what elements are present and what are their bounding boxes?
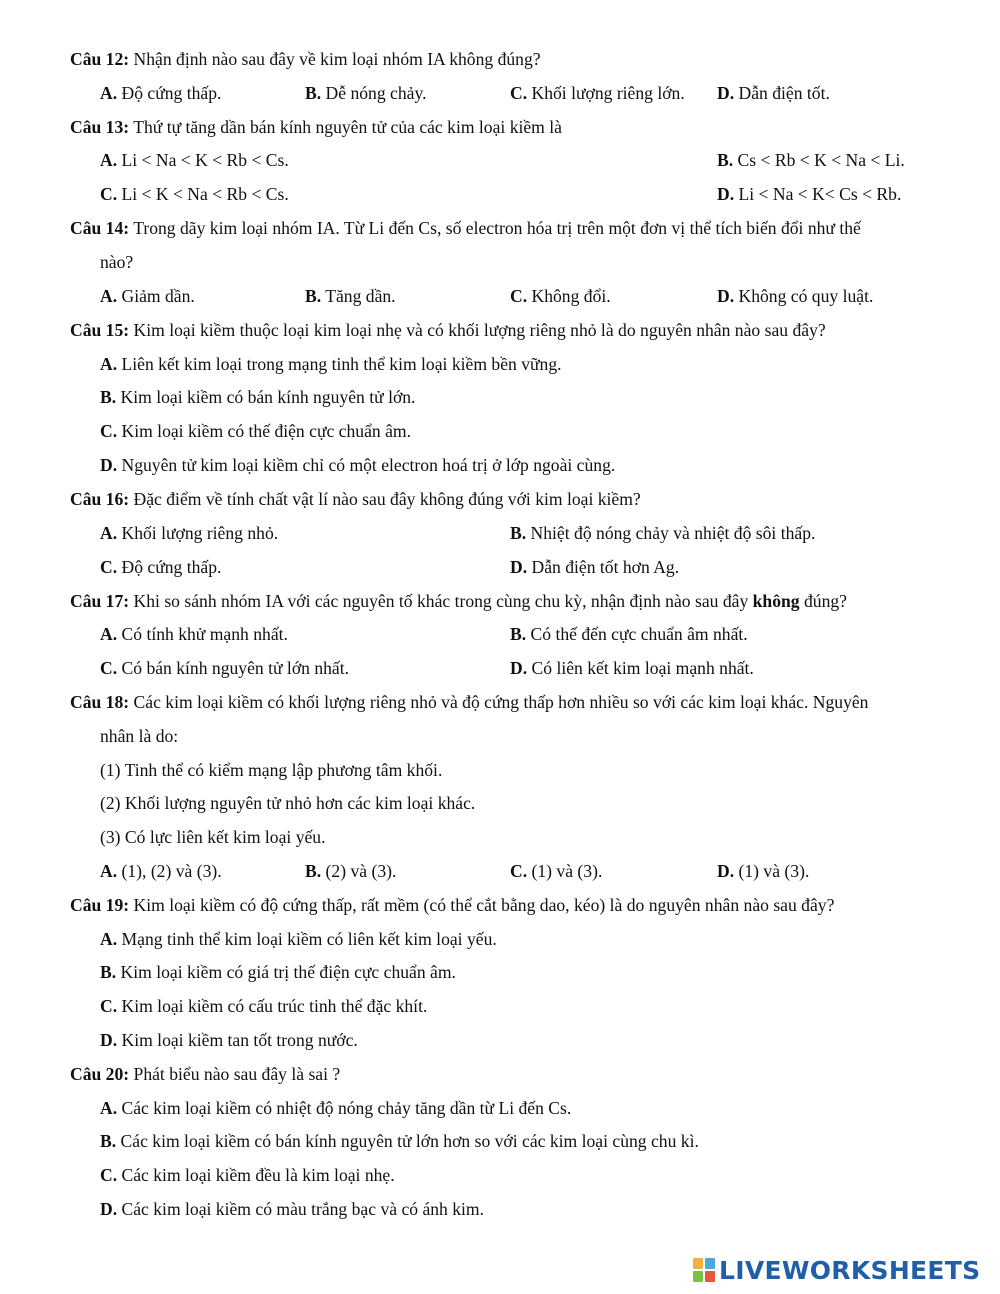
option-d[interactable]: D. Có liên kết kim loại mạnh nhất.	[510, 658, 754, 678]
icon-square-4	[705, 1271, 715, 1282]
question-19: Câu 19: Kim loại kiềm có độ cứng thấp, rất mềm (có thể cắt bằng dao, kéo) là do nguyên nhân nào sau đây?	[70, 895, 835, 915]
option-b[interactable]: B. Kim loại kiềm có bán kính nguyên tử lớn.	[100, 387, 416, 407]
option-c[interactable]: C. Li < K < Na < Rb < Cs.	[100, 184, 289, 204]
option-a[interactable]: A. Liên kết kim loại trong mạng tinh thể kim loại kiềm bền vững.	[100, 354, 562, 374]
liveworksheets-logo	[693, 1255, 980, 1285]
icon-square-1	[693, 1258, 703, 1269]
option-a[interactable]: A. Khối lượng riêng nhỏ.	[100, 523, 279, 543]
icon-square-3	[693, 1271, 703, 1282]
question-17: Câu 17: Khi so sánh nhóm IA với các nguyên tố khác trong cùng chu kỳ, nhận định nào sau đây không đúng?	[70, 591, 847, 611]
option-c[interactable]: C. Kim loại kiềm có cấu trúc tinh thể đặc khít.	[100, 996, 428, 1016]
option-c[interactable]: C. Có bán kính nguyên tử lớn nhất.	[100, 658, 350, 678]
statement-3: (3) Có lực liên kết kim loại yếu.	[100, 827, 326, 847]
question-14-continued: nào?	[100, 252, 134, 272]
option-c[interactable]: C. Độ cứng thấp.	[100, 557, 222, 577]
question-20: Câu 20: Phát biểu nào sau đây là sai ?	[70, 1064, 341, 1084]
option-b[interactable]: B. Có thế đến cực chuẩn âm nhất.	[510, 624, 748, 644]
option-d[interactable]: D. Nguyên tử kim loại kiềm chỉ có một electron hoá trị ở lớp ngoài cùng.	[100, 455, 616, 475]
question-18: Câu 18: Các kim loại kiềm có khối lượng riêng nhỏ và độ cứng thấp hơn nhiều so với các kim loại khác. Nguyên	[70, 692, 869, 712]
question-13: Câu 13: Thứ tự tăng dần bán kính nguyên tử của các kim loại kiềm là	[70, 117, 562, 137]
icon-square-2	[705, 1258, 715, 1269]
option-b[interactable]: B. (2) và (3).	[305, 861, 397, 881]
option-d[interactable]: D. Dẫn điện tốt.	[717, 83, 830, 103]
option-c[interactable]: C. Kim loại kiềm có thế điện cực chuẩn âm.	[100, 421, 411, 441]
option-d[interactable]: D. Li < Na < K< Cs < Rb.	[717, 184, 902, 204]
option-d[interactable]: D. Các kim loại kiềm có màu trắng bạc và có ánh kim.	[100, 1199, 485, 1219]
statement-2: (2) Khối lượng nguyên tử nhỏ hơn các kim loại khác.	[100, 793, 476, 813]
option-b[interactable]: B. Dễ nóng chảy.	[305, 83, 427, 103]
option-b[interactable]: B. Các kim loại kiềm có bán kính nguyên tử lớn hơn so với các kim loại cùng chu kì.	[100, 1131, 699, 1151]
option-a[interactable]: A. Các kim loại kiềm có nhiệt độ nóng chảy tăng dần từ Li đến Cs.	[100, 1098, 572, 1118]
option-a[interactable]: A. Có tính khử mạnh nhất.	[100, 624, 288, 644]
liveworksheets-icon	[693, 1258, 715, 1282]
option-c[interactable]: C. Không đổi.	[510, 286, 611, 306]
option-d[interactable]: D. Dẫn điện tốt hơn Ag.	[510, 557, 680, 577]
option-b[interactable]: B. Nhiệt độ nóng chảy và nhiệt độ sôi thấp.	[510, 523, 816, 543]
question-15: Câu 15: Kim loại kiềm thuộc loại kim loại nhẹ và có khối lượng riêng nhỏ là do nguyên nhân nào sau đây?	[70, 320, 826, 340]
option-d[interactable]: D. Không có quy luật.	[717, 286, 874, 306]
option-a[interactable]: A. Li < Na < K < Rb < Cs.	[100, 150, 289, 170]
option-c[interactable]: C. (1) và (3).	[510, 861, 603, 881]
option-a[interactable]: A. Độ cứng thấp.	[100, 83, 222, 103]
option-b[interactable]: B. Kim loại kiềm có giá trị thế điện cực chuẩn âm.	[100, 962, 456, 982]
option-b[interactable]: B. Cs < Rb < K < Na < Li.	[717, 150, 905, 170]
option-a[interactable]: A. Mạng tinh thể kim loại kiềm có liên kết kim loại yếu.	[100, 929, 497, 949]
option-c[interactable]: C. Khối lượng riêng lớn.	[510, 83, 685, 103]
option-d[interactable]: D. (1) và (3).	[717, 861, 810, 881]
liveworksheets-wordmark: LIVEWORKSHEETS	[719, 1255, 981, 1285]
option-d[interactable]: D. Kim loại kiềm tan tốt trong nước.	[100, 1030, 358, 1050]
statement-1: (1) Tinh thể có kiểm mạng lập phương tâm khối.	[100, 760, 443, 780]
option-a[interactable]: A. Giảm dần.	[100, 286, 195, 306]
question-16: Câu 16: Đặc điểm về tính chất vật lí nào sau đây không đúng với kim loại kiềm?	[70, 489, 641, 509]
option-c[interactable]: C. Các kim loại kiềm đều là kim loại nhẹ.	[100, 1165, 395, 1185]
option-a[interactable]: A. (1), (2) và (3).	[100, 861, 222, 881]
question-12: Câu 12: Nhận định nào sau đây về kim loại nhóm IA không đúng?	[70, 49, 541, 69]
question-14: Câu 14: Trong dãy kim loại nhóm IA. Từ Li đến Cs, số electron hóa trị trên một đơn vị thể tích biến đổi như thế	[70, 218, 861, 238]
option-b[interactable]: B. Tăng dần.	[305, 286, 396, 306]
question-18-continued: nhân là do:	[100, 726, 179, 746]
